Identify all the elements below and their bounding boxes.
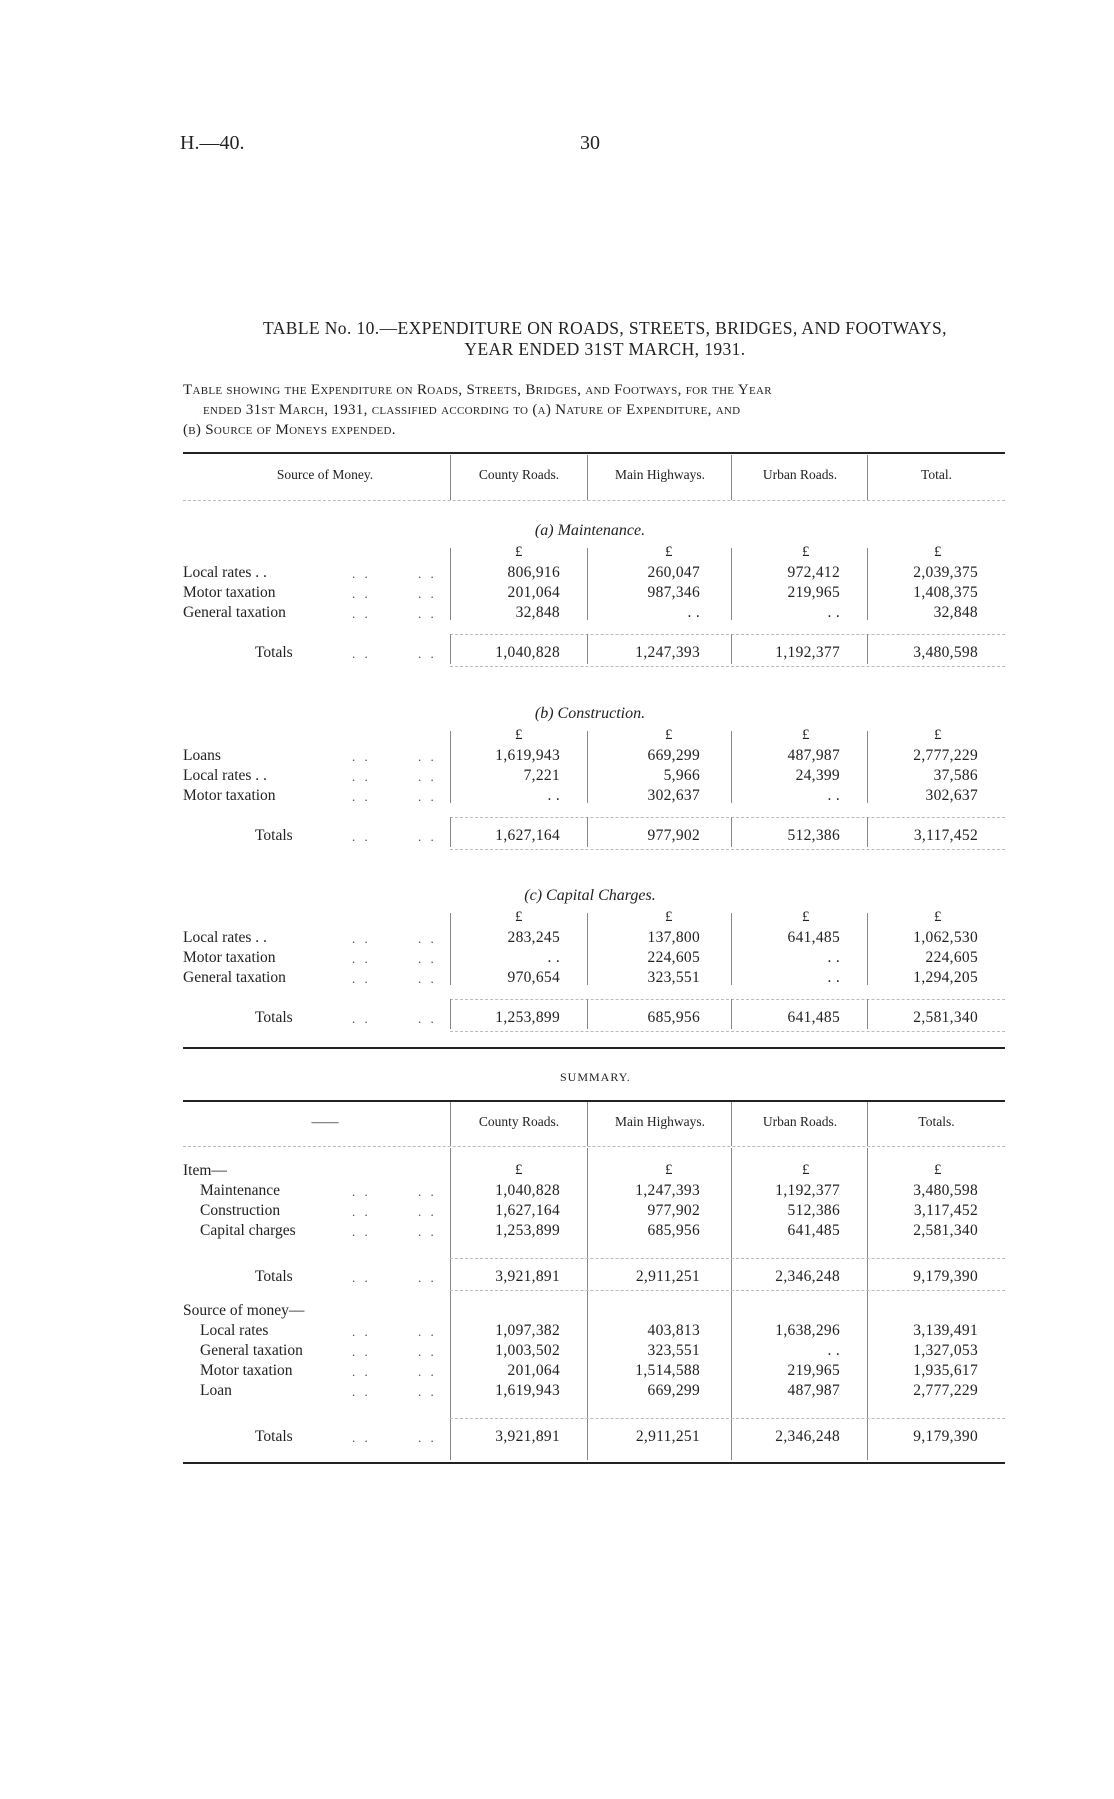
cell-main: 323,551 bbox=[647, 1342, 700, 1359]
pound-sign: £ bbox=[665, 544, 673, 560]
row-label: Motor taxation bbox=[183, 949, 276, 966]
pound-sign: £ bbox=[515, 909, 523, 925]
cell-urban: 641,485 bbox=[787, 929, 840, 946]
pound-sign: £ bbox=[665, 727, 673, 743]
cell-main: 224,605 bbox=[647, 949, 700, 966]
cell-county: 1,619,943 bbox=[495, 1382, 560, 1399]
leader-dots: . . bbox=[418, 1384, 437, 1399]
leader-dots: . . bbox=[352, 1364, 371, 1379]
total-main: 1,247,393 bbox=[635, 644, 700, 661]
leader-dots: . . bbox=[352, 829, 371, 844]
cell-urban: 219,965 bbox=[787, 584, 840, 601]
cell-total: 1,062,530 bbox=[913, 929, 978, 946]
summary-column-header-main: Main Highways. bbox=[615, 1114, 705, 1129]
pound-sign: £ bbox=[934, 909, 942, 925]
leader-dots: . . bbox=[352, 606, 371, 621]
total-county: 3,921,891 bbox=[495, 1428, 560, 1445]
cell-county: 32,848 bbox=[515, 604, 560, 621]
cell-urban: . . bbox=[827, 604, 840, 621]
cell-total: 1,327,053 bbox=[913, 1342, 978, 1359]
leader-dots: . . bbox=[352, 1184, 371, 1199]
leader-dots: . . bbox=[418, 586, 437, 601]
total-total: 2,581,340 bbox=[913, 1009, 978, 1026]
total-county: 1,253,899 bbox=[495, 1009, 560, 1026]
cell-urban: 487,987 bbox=[787, 1382, 840, 1399]
total-urban: 1,192,377 bbox=[775, 644, 840, 661]
pound-sign: £ bbox=[934, 727, 942, 743]
cell-urban: . . bbox=[827, 949, 840, 966]
cell-total: 224,605 bbox=[925, 949, 978, 966]
total-county: 1,040,828 bbox=[495, 644, 560, 661]
cell-urban: 972,412 bbox=[787, 564, 840, 581]
cell-county: . . bbox=[547, 949, 560, 966]
table-subtitle-line2: ended 31st March, 1931, classified according to (a) Nature of Expenditure, and bbox=[203, 402, 741, 418]
cell-total: 3,117,452 bbox=[913, 1202, 978, 1219]
cell-total: 37,586 bbox=[933, 767, 978, 784]
section-title: (b) Construction. bbox=[534, 705, 646, 722]
cell-total: 302,637 bbox=[925, 787, 978, 804]
total-urban: 512,386 bbox=[787, 827, 840, 844]
pound-sign: £ bbox=[665, 1162, 673, 1178]
leader-dots: . . bbox=[418, 1364, 437, 1379]
cell-main: 987,346 bbox=[647, 584, 700, 601]
cell-urban: 219,965 bbox=[787, 1362, 840, 1379]
cell-main: 302,637 bbox=[647, 787, 700, 804]
pound-sign: £ bbox=[515, 544, 523, 560]
leader-dots: . . bbox=[352, 586, 371, 601]
cell-total: 2,777,229 bbox=[913, 1382, 978, 1399]
table-title-line1: TABLE No. 10.—EXPENDITURE ON ROADS, STREETS, BRIDGES, AND FOOTWAYS, bbox=[263, 318, 947, 338]
summary-item-label: Construction bbox=[200, 1202, 281, 1219]
header-separator bbox=[450, 455, 451, 500]
header-separator bbox=[867, 455, 868, 500]
leader-dots: . . bbox=[418, 1011, 437, 1026]
cell-county: . . bbox=[547, 787, 560, 804]
cell-total: 3,480,598 bbox=[913, 1182, 978, 1199]
leader-dots: . . bbox=[352, 1204, 371, 1219]
totals-label: Totals bbox=[255, 827, 293, 844]
leader-dots: . . bbox=[352, 566, 371, 581]
header-separator bbox=[587, 455, 588, 500]
row-label: General taxation bbox=[183, 969, 286, 986]
leader-dots: . . bbox=[418, 1204, 437, 1219]
leader-dots: . . bbox=[418, 1224, 437, 1239]
leader-dots: . . bbox=[418, 769, 437, 784]
cell-urban: . . bbox=[827, 787, 840, 804]
row-label: Local rates . . bbox=[183, 767, 267, 784]
table-subtitle-line1: Table showing the Expenditure on Roads, Streets, Bridges, and Footways, for the Year bbox=[183, 382, 772, 398]
cell-main: 137,800 bbox=[647, 929, 700, 946]
column-separator bbox=[587, 634, 588, 664]
cell-county: 283,245 bbox=[507, 929, 560, 946]
cell-county: 7,221 bbox=[523, 767, 560, 784]
total-county: 3,921,891 bbox=[495, 1268, 560, 1285]
summary-column-header-urban: Urban Roads. bbox=[762, 1114, 838, 1129]
totals-bottom-rule bbox=[450, 1031, 1005, 1032]
cell-total: 1,408,375 bbox=[913, 584, 978, 601]
pound-sign: £ bbox=[515, 727, 523, 743]
leader-dots: . . bbox=[418, 951, 437, 966]
cell-county: 1,003,502 bbox=[495, 1342, 560, 1359]
cell-total: 2,777,229 bbox=[913, 747, 978, 764]
header-separator bbox=[731, 455, 732, 500]
leader-dots: . . bbox=[418, 1344, 437, 1359]
column-separator bbox=[587, 913, 588, 985]
leader-dots: . . bbox=[352, 931, 371, 946]
row-label: General taxation bbox=[183, 604, 286, 621]
totals-bottom-rule bbox=[450, 1290, 1005, 1291]
section-title: (a) Maintenance. bbox=[534, 522, 646, 539]
leader-dots: . . bbox=[352, 1270, 371, 1285]
column-header-total: Total. bbox=[921, 467, 952, 482]
leader-dots: . . bbox=[352, 1384, 371, 1399]
column-separator bbox=[587, 817, 588, 847]
row-label: Local rates . . bbox=[183, 564, 267, 581]
cell-total: 2,039,375 bbox=[913, 564, 978, 581]
cell-total: 32,848 bbox=[933, 604, 978, 621]
cell-total: 1,294,205 bbox=[913, 969, 978, 986]
summary-column-header-total: Totals. bbox=[918, 1114, 955, 1129]
leader-dots: . . bbox=[418, 789, 437, 804]
cell-county: 201,064 bbox=[507, 584, 560, 601]
cell-urban: 512,386 bbox=[787, 1202, 840, 1219]
column-header-county: County Roads. bbox=[478, 467, 560, 482]
leader-dots: . . bbox=[352, 1430, 371, 1445]
summary-header-separator bbox=[450, 1102, 451, 1146]
header-bottom-rule bbox=[183, 500, 1005, 501]
cell-county: 806,916 bbox=[507, 564, 560, 581]
summary-header-bottom-rule bbox=[183, 1146, 1005, 1147]
cell-main: 685,956 bbox=[647, 1222, 700, 1239]
leader-dots: . . bbox=[352, 951, 371, 966]
cell-urban: 1,192,377 bbox=[775, 1182, 840, 1199]
cell-total: 3,139,491 bbox=[913, 1322, 978, 1339]
total-total: 3,117,452 bbox=[913, 827, 978, 844]
cell-main: 403,813 bbox=[647, 1322, 700, 1339]
total-total: 3,480,598 bbox=[913, 644, 978, 661]
cell-county: 1,627,164 bbox=[495, 1202, 560, 1219]
pound-sign: £ bbox=[802, 909, 810, 925]
summary-column-header-county: County Roads. bbox=[478, 1114, 560, 1129]
totals-bottom-rule bbox=[450, 849, 1005, 850]
leader-dots: . . bbox=[352, 971, 371, 986]
pound-sign: £ bbox=[934, 544, 942, 560]
cell-urban: 24,399 bbox=[795, 767, 840, 784]
cell-main: 260,047 bbox=[647, 564, 700, 581]
cell-main: 1,514,588 bbox=[635, 1362, 700, 1379]
leader-dots: . . bbox=[418, 1430, 437, 1445]
leader-dots: . . bbox=[418, 1270, 437, 1285]
total-main: 2,911,251 bbox=[635, 1428, 700, 1445]
pound-sign: £ bbox=[802, 1162, 810, 1178]
summary-source-label: General taxation bbox=[200, 1342, 303, 1359]
total-main: 977,902 bbox=[647, 827, 700, 844]
row-label: Loans bbox=[183, 747, 221, 764]
summary-header-separator bbox=[731, 1102, 732, 1146]
cell-main: 977,902 bbox=[647, 1202, 700, 1219]
leader-dots: . . bbox=[352, 646, 371, 661]
totals-top-rule bbox=[450, 1258, 1005, 1259]
summary-header-separator bbox=[867, 1102, 868, 1146]
row-label: Motor taxation bbox=[183, 787, 276, 804]
cell-urban: 1,638,296 bbox=[775, 1322, 840, 1339]
cell-main: 669,299 bbox=[647, 747, 700, 764]
cell-county: 970,654 bbox=[507, 969, 560, 986]
table-bottom-rule bbox=[183, 1047, 1005, 1049]
summary-header-separator bbox=[587, 1102, 588, 1146]
pound-sign: £ bbox=[934, 1162, 942, 1178]
column-header-source: Source of Money. bbox=[276, 467, 374, 482]
column-separator bbox=[587, 1148, 588, 1460]
cell-county: 201,064 bbox=[507, 1362, 560, 1379]
cell-main: 5,966 bbox=[663, 767, 700, 784]
column-separator bbox=[587, 999, 588, 1029]
total-total: 9,179,390 bbox=[913, 1428, 978, 1445]
leader-dots: . . bbox=[352, 1344, 371, 1359]
leader-dots: . . bbox=[352, 789, 371, 804]
leader-dots: . . bbox=[418, 1184, 437, 1199]
table-top-rule bbox=[183, 452, 1005, 454]
pound-sign: £ bbox=[802, 727, 810, 743]
section-title: (c) Capital Charges. bbox=[524, 887, 656, 904]
cell-main: 669,299 bbox=[647, 1382, 700, 1399]
totals-label: Totals bbox=[255, 1268, 293, 1285]
column-separator bbox=[587, 731, 588, 803]
summary-source-label: Loan bbox=[200, 1382, 232, 1399]
leader-dots: . . bbox=[352, 1011, 371, 1026]
total-urban: 641,485 bbox=[787, 1009, 840, 1026]
cell-county: 1,097,382 bbox=[495, 1322, 560, 1339]
pound-sign: £ bbox=[665, 909, 673, 925]
row-label: Motor taxation bbox=[183, 584, 276, 601]
totals-top-rule bbox=[450, 1418, 1005, 1419]
leader-dots: . . bbox=[418, 971, 437, 986]
summary-item-label: Capital charges bbox=[200, 1222, 296, 1239]
leader-dots: . . bbox=[352, 1324, 371, 1339]
leader-dots: . . bbox=[418, 749, 437, 764]
cell-county: 1,253,899 bbox=[495, 1222, 560, 1239]
leader-dots: . . bbox=[352, 1224, 371, 1239]
totals-label: Totals bbox=[255, 644, 293, 661]
total-urban: 2,346,248 bbox=[775, 1428, 840, 1445]
leader-dots: . . bbox=[418, 606, 437, 621]
leader-dots: . . bbox=[418, 829, 437, 844]
summary-top-rule bbox=[183, 1100, 1005, 1102]
cell-main: 323,551 bbox=[647, 969, 700, 986]
summary-bottom-rule bbox=[183, 1462, 1005, 1464]
summary-title: SUMMARY. bbox=[560, 1070, 631, 1084]
total-main: 2,911,251 bbox=[635, 1268, 700, 1285]
leader-dots: . . bbox=[418, 1324, 437, 1339]
totals-label: Totals bbox=[255, 1428, 293, 1445]
leader-dots: . . bbox=[418, 931, 437, 946]
column-separator bbox=[587, 548, 588, 620]
leader-dots: . . bbox=[352, 769, 371, 784]
page-number: 30 bbox=[580, 132, 600, 154]
summary-source-label: Motor taxation bbox=[200, 1362, 293, 1379]
row-label: Local rates . . bbox=[183, 929, 267, 946]
pound-sign: £ bbox=[515, 1162, 523, 1178]
total-total: 9,179,390 bbox=[913, 1268, 978, 1285]
summary-item-label: Maintenance bbox=[200, 1182, 281, 1199]
totals-bottom-rule bbox=[450, 666, 1005, 667]
totals-label: Totals bbox=[255, 1009, 293, 1026]
cell-county: 1,619,943 bbox=[495, 747, 560, 764]
totals-top-rule bbox=[450, 817, 1005, 818]
source-heading: Source of money— bbox=[183, 1302, 305, 1319]
table-subtitle-line3: (b) Source of Moneys expended. bbox=[183, 422, 396, 438]
cell-urban: 487,987 bbox=[787, 747, 840, 764]
cell-urban: 641,485 bbox=[787, 1222, 840, 1239]
table-title bbox=[195, 318, 1015, 360]
leader-dots: . . bbox=[418, 566, 437, 581]
table-title-line2: YEAR ENDED 31ST MARCH, 1931. bbox=[464, 339, 746, 359]
totals-top-rule bbox=[450, 634, 1005, 635]
table-subtitle bbox=[183, 380, 1003, 440]
totals-top-rule bbox=[450, 999, 1005, 1000]
cell-total: 2,581,340 bbox=[913, 1222, 978, 1239]
pound-sign: £ bbox=[802, 544, 810, 560]
cell-county: 1,040,828 bbox=[495, 1182, 560, 1199]
cell-total: 1,935,617 bbox=[913, 1362, 978, 1379]
total-main: 685,956 bbox=[647, 1009, 700, 1026]
document-reference: H.—40. bbox=[180, 132, 245, 154]
cell-main: 1,247,393 bbox=[635, 1182, 700, 1199]
summary-source-label: Local rates bbox=[200, 1322, 269, 1339]
column-header-main: Main Highways. bbox=[615, 467, 705, 482]
total-county: 1,627,164 bbox=[495, 827, 560, 844]
total-urban: 2,346,248 bbox=[775, 1268, 840, 1285]
cell-urban: . . bbox=[827, 1342, 840, 1359]
cell-urban: . . bbox=[827, 969, 840, 986]
summary-column-header-first: —— bbox=[311, 1114, 339, 1129]
item-heading: Item— bbox=[183, 1162, 227, 1179]
leader-dots: . . bbox=[418, 646, 437, 661]
cell-main: . . bbox=[687, 604, 700, 621]
column-header-urban: Urban Roads. bbox=[762, 467, 838, 482]
leader-dots: . . bbox=[352, 749, 371, 764]
